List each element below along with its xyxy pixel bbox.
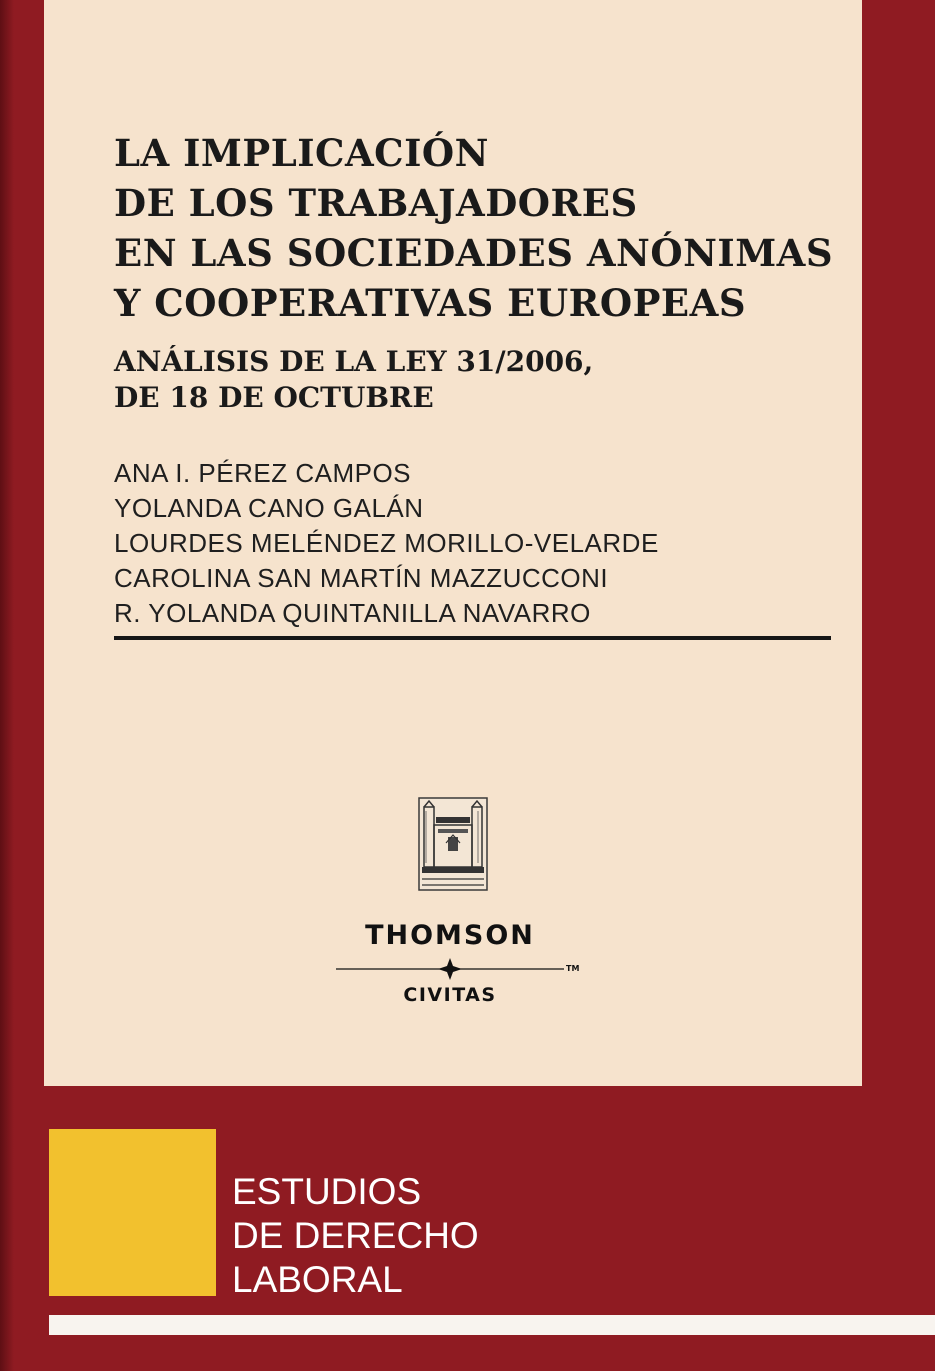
author-name: ANA I. PÉREZ CAMPOS bbox=[114, 458, 412, 488]
book-title bbox=[114, 128, 834, 328]
author-name: YOLANDA CANO GALÁN bbox=[114, 493, 424, 523]
book-subtitle bbox=[114, 344, 834, 416]
bottom-stripe bbox=[49, 1315, 935, 1335]
title-divider bbox=[114, 636, 831, 640]
star-divider-icon bbox=[336, 958, 564, 980]
series-color-block bbox=[49, 1129, 216, 1296]
subtitle-line: ANÁLISIS DE LA LEY 31/2006, bbox=[114, 345, 594, 378]
title-line: EN LAS SOCIEDADES ANÓNIMAS bbox=[114, 231, 834, 275]
author-name: R. YOLANDA QUINTANILLA NAVARRO bbox=[114, 598, 591, 628]
title-line: LA IMPLICACIÓN bbox=[114, 131, 489, 175]
title-line: DE LOS TRABAJADORES bbox=[114, 181, 638, 225]
publisher-imprint: CIVITAS bbox=[403, 984, 497, 1006]
author-name: LOURDES MELÉNDEZ MORILLO-VELARDE bbox=[114, 528, 659, 558]
author-name: CAROLINA SAN MARTÍN MAZZUCCONI bbox=[114, 563, 609, 593]
author-list bbox=[114, 456, 834, 631]
series-line: LABORAL bbox=[232, 1259, 403, 1300]
building-emblem-icon bbox=[418, 797, 488, 891]
series-name bbox=[232, 1170, 732, 1302]
cover-spine-edge bbox=[0, 0, 14, 1371]
publisher-logo bbox=[330, 920, 580, 1010]
series-line: DE DERECHO bbox=[232, 1215, 479, 1256]
title-line: Y COOPERATIVAS EUROPEAS bbox=[114, 281, 747, 325]
publisher-name: THOMSON bbox=[365, 920, 535, 951]
subtitle-line: DE 18 DE OCTUBRE bbox=[114, 381, 434, 414]
trademark-mark: TM bbox=[566, 964, 580, 973]
series-line: ESTUDIOS bbox=[232, 1171, 422, 1212]
